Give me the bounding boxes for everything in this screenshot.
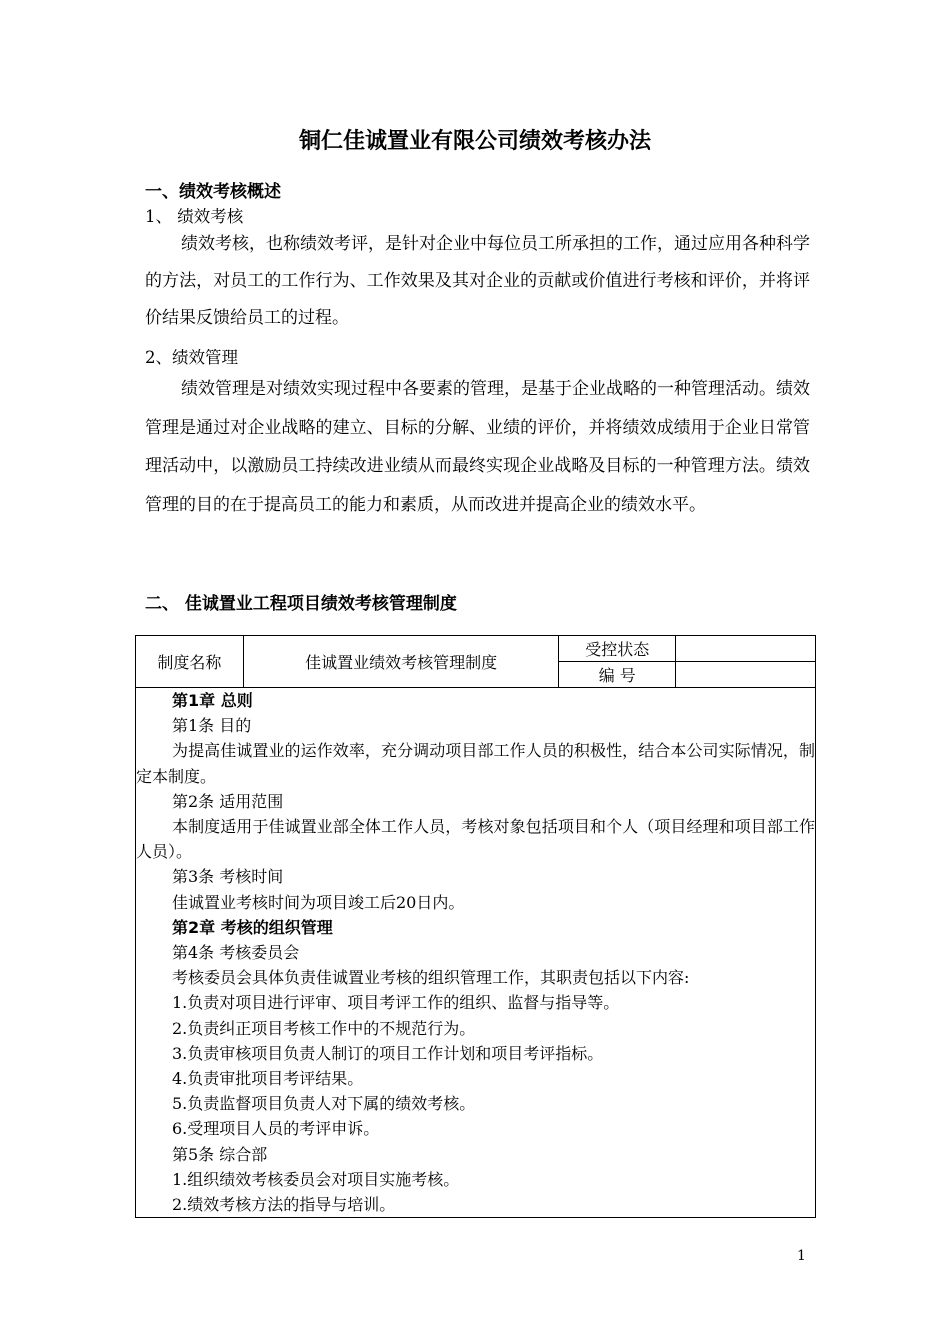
number-label: 编 号: [559, 662, 676, 688]
body-paragraph: 5.负责监督项目负责人对下属的绩效考核。: [172, 1094, 476, 1114]
body-paragraph: 考核委员会具体负责佳诚置业考核的组织管理工作，其职责包括以下内容:: [172, 968, 690, 988]
body-paragraph: 4.负责审批项目考评结果。: [172, 1069, 364, 1089]
body-paragraph: 第5条 综合部: [172, 1144, 268, 1164]
body-paragraph: 为提高佳诚置业的运作效率，充分调动项目部工作人员的积极性，结合本公司实际情况，制定本制度。: [136, 741, 815, 786]
body-paragraph: 第2条 适用范围: [172, 791, 284, 811]
section-1-heading: 一、绩效考核概述: [145, 182, 281, 202]
page-number: 1: [797, 1248, 806, 1264]
document-title: 铜仁佳诚置业有限公司绩效考核办法: [298, 129, 651, 154]
section-1-paragraph-1: 绩效考核，也称绩效考评，是针对企业中每位员工所承担的工作，通过应用各种科学的方法，对员工的工作行为、工作效果及其对企业的贡献或价值进行考核和评价，并将评价结果反馈给员工的过程。: [145, 234, 810, 328]
regulation-name-value: 佳诚置业绩效考核管理制度: [243, 636, 559, 688]
section-1-subheading-1: 1、 绩效考核: [145, 207, 244, 226]
body-paragraph: 第1条 目的: [172, 716, 252, 736]
body-paragraph: 第4条 考核委员会: [172, 943, 300, 963]
body-paragraph: 6.受理项目人员的考评申诉。: [172, 1119, 380, 1139]
regulation-name-label: 制度名称: [136, 636, 244, 688]
section-2-heading: 二、 佳诚置业工程项目绩效考核管理制度: [145, 594, 457, 614]
body-paragraph: 3.负责审核项目负责人制订的项目工作计划和项目考评指标。: [172, 1043, 604, 1063]
regulation-table: [135, 635, 816, 1218]
body-paragraph: 第3条 考核时间: [172, 867, 284, 887]
section-1-paragraph-2: 绩效管理是对绩效实现过程中各要素的管理，是基于企业战略的一种管理活动。绩效管理是通过对企业战略的建立、目标的分解、业绩的评价，并将绩效成绩用于企业日常管理活动中，以激励员工持续改进业绩从而最终实现企业战略及目标的一种管理方法。绩效管理的目的在于提高员工的能力和素质，从而改进并提高企业的绩效水平。: [145, 379, 810, 515]
body-paragraph: 1.组织绩效考核委员会对项目实施考核。: [172, 1169, 460, 1189]
body-paragraph: 本制度适用于佳诚置业部全体工作人员，考核对象包括项目和个人（项目经理和项目部工作人员）。: [136, 817, 815, 862]
section-1-subheading-2: 2、绩效管理: [145, 348, 238, 367]
chapter-heading: 第1章 总则: [172, 691, 253, 710]
control-status-label: 受控状态: [559, 636, 676, 662]
body-paragraph: 2.绩效考核方法的指导与培训。: [172, 1195, 396, 1215]
body-paragraph: 佳诚置业考核时间为项目竣工后20日内。: [172, 892, 465, 912]
regulation-body: [136, 688, 816, 1218]
control-status-value: [676, 636, 816, 662]
body-paragraph: 1.负责对项目进行评审、项目考评工作的组织、监督与指导等。: [172, 993, 620, 1013]
chapter-heading: 第2章 考核的组织管理: [172, 917, 333, 937]
number-value: [676, 662, 816, 688]
body-paragraph: 2.负责纠正项目考核工作中的不规范行为。: [172, 1018, 476, 1038]
